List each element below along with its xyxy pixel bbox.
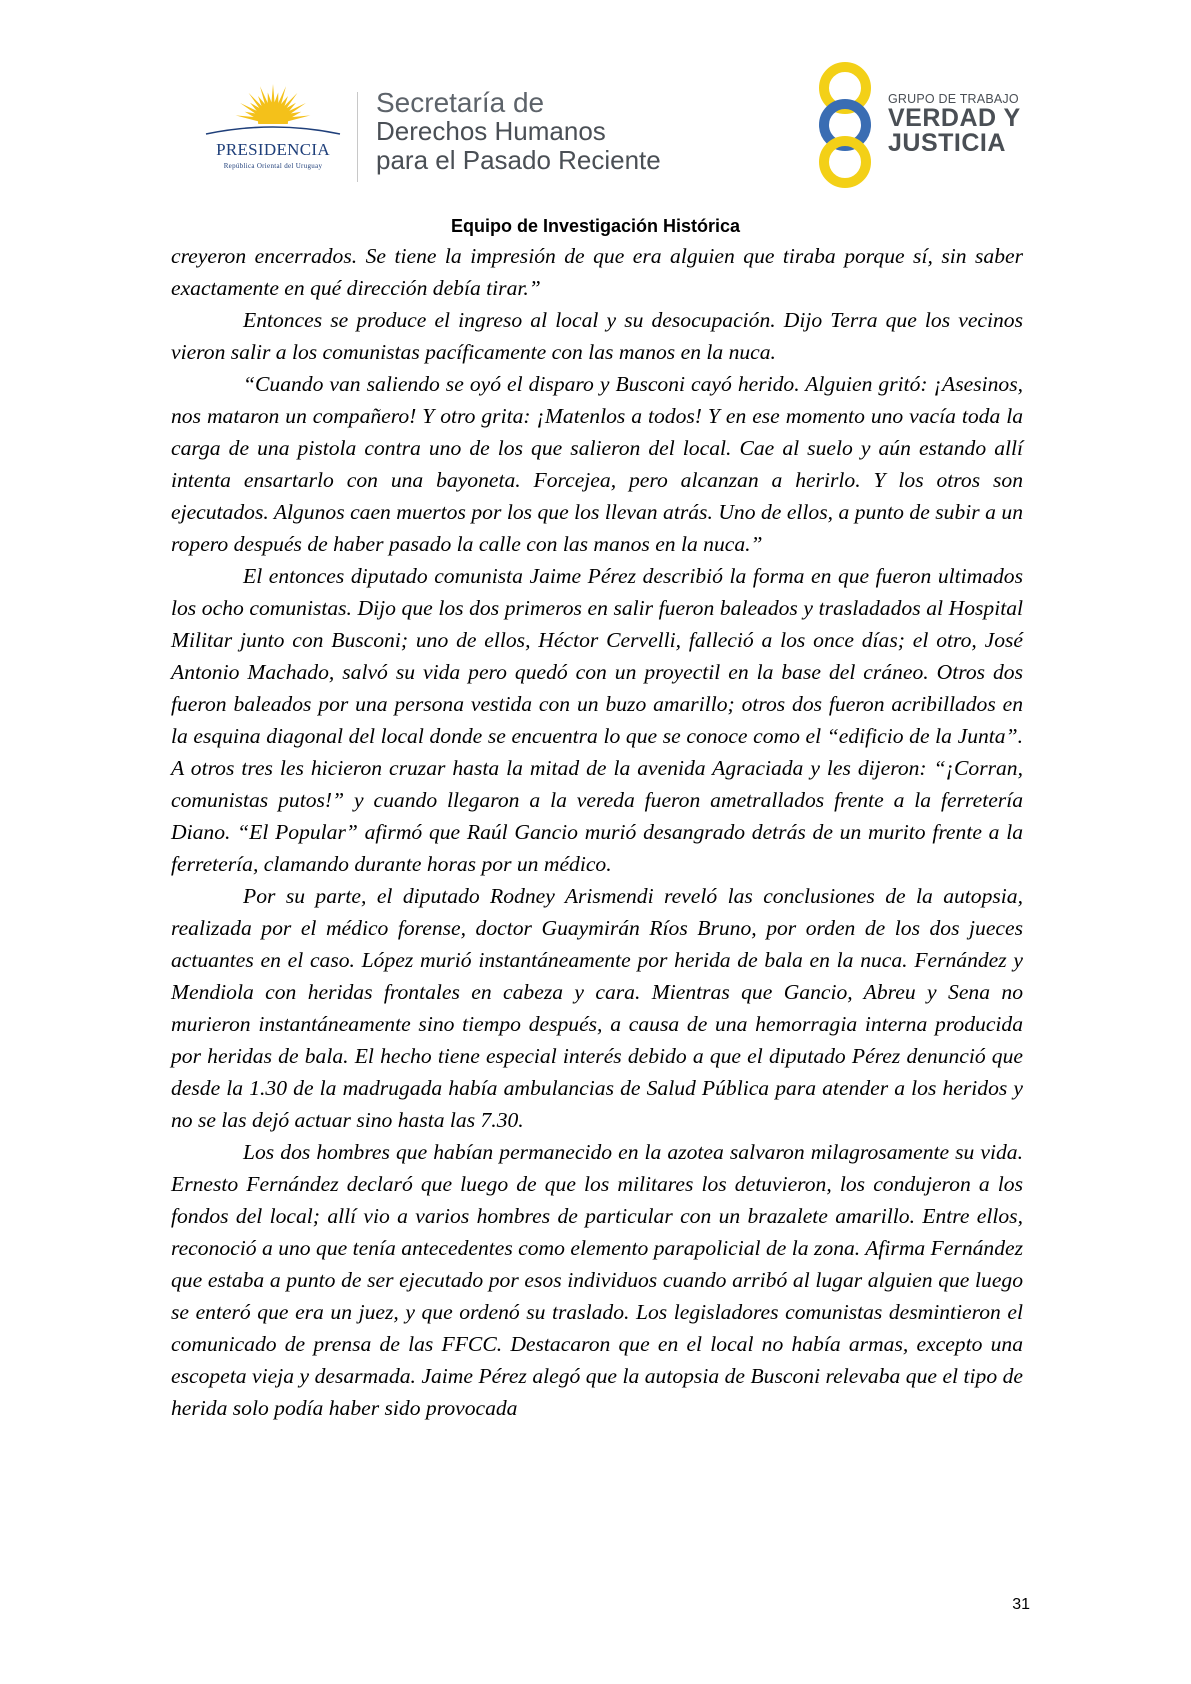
- page-number: 31: [1012, 1596, 1030, 1613]
- presidencia-subtitle: República Oriental del Uruguay: [223, 162, 323, 170]
- secretaria-line-1: Secretaría de: [376, 87, 545, 118]
- paragraph: Por su parte, el diputado Rodney Arismendi reveló las conclusiones de la autopsia, realizada por el médico forense, doctor Guaymirán Ríos Bruno, por orden de los dos jueces actuantes en el caso. López murió instantáneamente por herida de bala en la nuca. Fernández y Mendiola con heridas frontales en cabeza y cara. Mientras que Gancio, Abreu y Sena no murieron instantáneamente sino tiempo después, a causa de una hemorragia interna producida por heridas de bala. El hecho tiene especial interés debido a que el diputado Pérez denunció que desde la 1.30 de la madrugada había ambulancias de Salud Pública para atender a los heridos y no se las dejó actuar sino hasta las 7.30.: [171, 884, 1023, 1132]
- page-header: [0, 0, 1191, 200]
- presidencia-logo: [198, 82, 348, 182]
- secretaria-line-3: para el Pasado Reciente: [376, 145, 661, 175]
- body-text: [171, 240, 1023, 1424]
- paragraph: creyeron encerrados. Se tiene la impresión de que era alguien que tiraba porque sí, sin saber exactamente en qué dirección debía tirar.”: [171, 244, 1023, 300]
- grupo-line-1: GRUPO DE TRABAJO: [888, 92, 1019, 106]
- paragraph: Entonces se produce el ingreso al local y su desocupación. Dijo Terra que los vecinos vieron salir a los comunistas pacíficamente con las manos en la nuca.: [171, 308, 1023, 364]
- grupo-trabajo-rings-icon: [810, 62, 880, 188]
- grupo-line-2: VERDAD Y: [888, 104, 1021, 132]
- paragraph: El entonces diputado comunista Jaime Pérez describió la forma en que fueron ultimados los ocho comunistas. Dijo que los dos primeros en salir fueron baleados y trasladados al Hospital Militar junto con Busconi; uno de ellos, Héctor Cervelli, falleció a los once días; el otro, José Antonio Machado, salvó su vida pero quedó con un proyectil en la base del cráneo. Otros dos fueron baleados por una persona vestida con un buzo amarillo; otros dos fueron acribillados en la esquina diagonal del local donde se encuentra lo que se conoce como el “edificio de la Junta”. A otros tres les hicieron cruzar hasta la mitad de la avenida Agraciada y les dijeron: “¡Corran, comunistas putos!” y cuando llegaron a la vereda fueron ametrallados frente a la ferretería Diano. “El Popular” afirmó que Raúl Gancio murió desangrado detrás de un murito frente a la ferretería, clamando durante horas por un médico.: [171, 564, 1023, 876]
- grupo-trabajo-logo-text: [888, 92, 1021, 156]
- sun-emblem-icon: [198, 82, 348, 142]
- secretaria-logo-text: [376, 88, 661, 175]
- paragraph: Los dos hombres que habían permanecido en la azotea salvaron milagrosamente su vida. Ernesto Fernández declaró que luego de que los militares los detuvieron, los condujeron a los fondos del local; allí vio a varios hombres de particular con un brazalete amarillo. Entre ellos, reconoció a uno que tenía antecedentes como elemento parapolicial de la zona. Afirma Fernández que estaba a punto de ser ejecutado por esos individuos cuando arribó al lugar alguien que luego se enteró que era un juez, y que ordenó su traslado. Los legisladores comunistas desmintieron el comunicado de prensa de las FFCC. Destacaron que en el local no había armas, excepto una escopeta vieja y desarmada. Jaime Pérez alegó que la autopsia de Busconi relevaba que el tipo de herida solo podía haber sido provocada: [171, 1140, 1023, 1420]
- paragraph: “Cuando van saliendo se oyó el disparo y Busconi cayó herido. Alguien gritó: ¡Asesinos, nos mataron un compañero! Y otro grita: ¡Matenlos a todos! Y en ese momento uno vacía toda la carga de una pistola contra uno de los que salieron del local. Cae al suelo y aún estando allí intenta ensartarlo con una bayoneta. Forcejea, pero alcanzan a herirlo. Y los otros son ejecutados. Algunos caen muertos por los que los llevan atrás. Uno de ellos, a punto de subir a un ropero después de haber pasado la calle con las manos en la nuca.”: [171, 372, 1023, 556]
- presidencia-name: PRESIDENCIA: [216, 140, 330, 159]
- logo-divider: [357, 92, 358, 182]
- grupo-line-3: JUSTICIA: [888, 129, 1006, 157]
- secretaria-line-2: Derechos Humanos: [376, 116, 606, 146]
- team-title: Equipo de Investigación Histórica: [450, 216, 741, 236]
